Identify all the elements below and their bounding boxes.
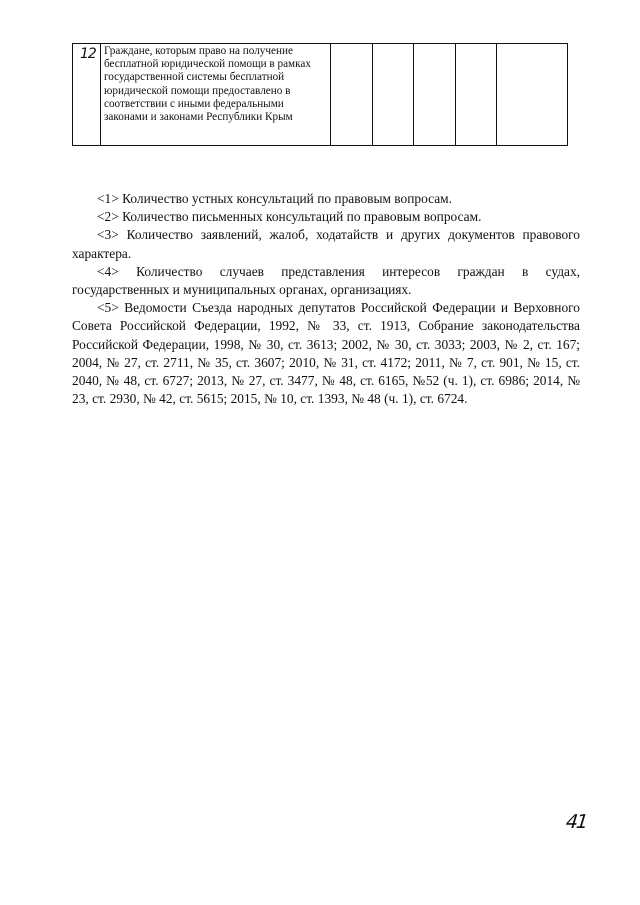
page-number: 41	[564, 811, 588, 833]
footnote-2: <2> Количество письменных консультаций по правовым вопросам.	[97, 209, 482, 225]
footnote-5: <5> Ведомости Съезда народных депутатов Российской Федерации и Верховного Совета Российской Федерации, 1992, № 33, ст. 1913, Собрание законодательства Российской Федерации, 1998, № 30, ст. 3613; 2002, № 30, ст. 3033; 2003, № 2, ст. 167; 2004, № 27, ст. 2711, № 35, ст. 3607; 2010, № 31, ст. 4172; 2011, № 7, ст. 901, № 15, ст. 2040, № 48, ст. 6727; 2013, № 27, ст. 3477, № 48, ст. 6165, №52 (ч. 1), ст. 6986; 2014, № 23, ст. 2930, № 42, ст. 5615; 2015, № 10, ст. 1393, № 48 (ч. 1), ст. 6724.	[72, 300, 580, 407]
row-number-cell	[73, 44, 101, 146]
value-cell-5	[497, 44, 568, 146]
legal-aid-table	[72, 43, 568, 146]
category-text: Граждане, которым право на получение бесплатной юридической помощи в рамках государственной системы бесплатной юридической помощи предоставлено в соответствии с иными федеральными законами и законами Республики Крым	[104, 45, 311, 124]
footnote-3: <3> Количество заявлений, жалоб, ходатайств и других документов правового характера.	[72, 227, 580, 261]
table-row	[73, 44, 568, 146]
value-cell-4	[456, 44, 497, 146]
footnote-1: <1> Количество устных консультаций по правовым вопросам.	[97, 191, 452, 206]
footnotes	[72, 190, 580, 408]
category-cell	[101, 44, 331, 146]
value-cell-1	[331, 44, 373, 146]
value-cell-3	[414, 44, 456, 146]
row-number: 12	[80, 46, 96, 62]
value-cell-2	[373, 44, 414, 146]
footnote-4: <4> Количество случаев представления интересов граждан в судах, государственных и муниципальных органах, организациях.	[72, 263, 580, 298]
